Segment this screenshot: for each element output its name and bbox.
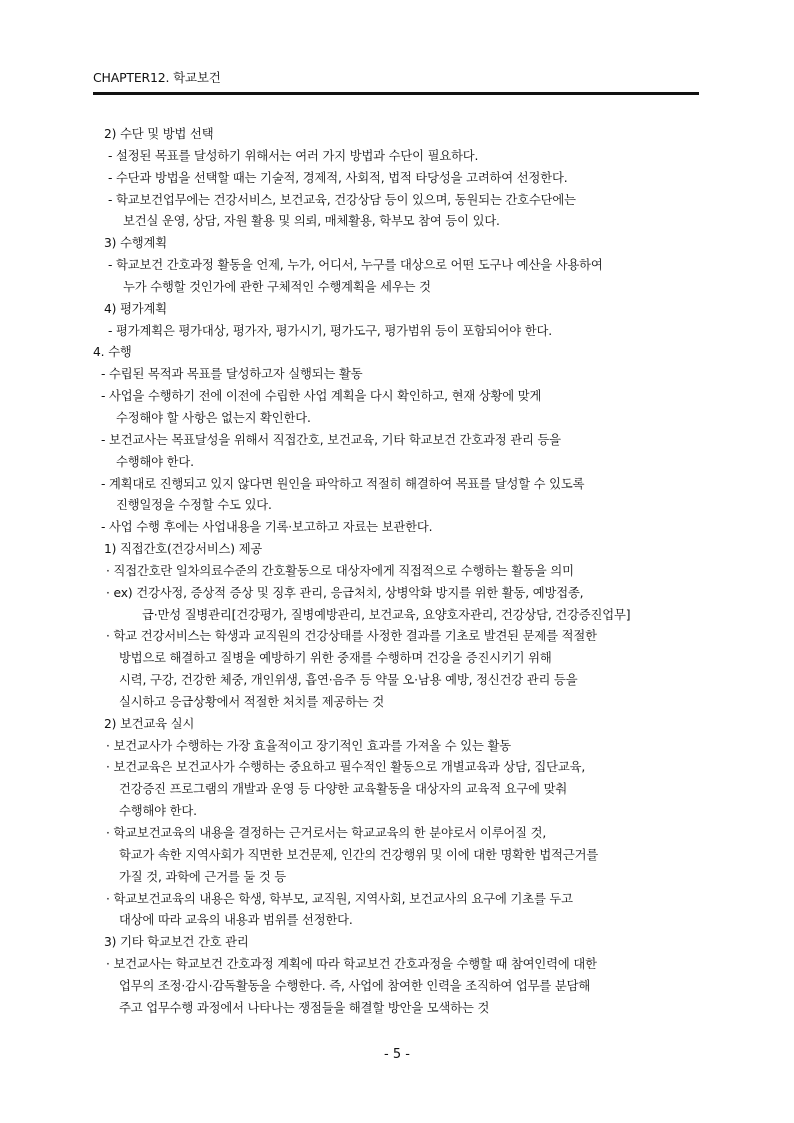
text-line-content: 실시하고 응급상황에서 적절한 처치를 제공하는 것 xyxy=(119,694,385,709)
text-line-content: 진행일정을 수정할 수도 있다. xyxy=(116,498,272,513)
text-line xyxy=(0,954,794,976)
text-line-content: 시력, 구강, 건강한 체중, 개인위생, 흡연·음주 등 약물 오·남용 예방, 정신건강 관리 등을 xyxy=(119,673,578,688)
text-line-content: 건강증진 프로그램의 개발과 운영 등 다양한 교육활동을 대상자의 교육적 요구에 맞춰 xyxy=(119,782,568,797)
text-line-content: - 수립된 목적과 목표를 달성하고자 실행되는 활동 xyxy=(101,367,363,382)
text-line xyxy=(0,801,794,823)
text-line xyxy=(0,605,794,627)
text-line xyxy=(0,211,794,233)
text-line-content: 누가 수행할 것인가에 관한 구체적인 수행계획을 세우는 것 xyxy=(123,279,431,294)
text-line-content: 2) 수단 및 방법 선택 xyxy=(104,127,214,141)
text-line xyxy=(0,539,794,561)
text-line xyxy=(0,561,794,583)
text-line xyxy=(0,255,794,277)
chapter-header: CHAPTER12. 학교보건 xyxy=(93,70,221,85)
text-line xyxy=(0,736,794,758)
text-line-content: 2) 보건교육 실시 xyxy=(104,716,195,731)
text-line xyxy=(0,190,794,212)
text-line-content: · 직접간호란 일차의료수준의 간호활동으로 대상자에게 직접적으로 수행하는 활동을 의미 xyxy=(106,563,574,578)
text-line xyxy=(0,714,794,736)
text-line-content: 수행해야 한다. xyxy=(116,454,194,469)
text-line-content: 수행해야 한다. xyxy=(119,804,197,819)
text-line xyxy=(0,386,794,408)
text-line xyxy=(0,233,794,255)
text-line xyxy=(0,910,794,932)
text-line-content: 4) 평가계획 xyxy=(104,301,167,316)
text-line-content: 1) 직접간호(건강서비스) 제공 xyxy=(104,542,263,557)
text-line-content: - 학교보건 간호과정 활동을 언제, 누가, 어디서, 누구를 대상으로 어떤 도구나 예산을 사용하여 xyxy=(108,258,603,273)
text-line-content: - 설정된 목표를 달성하기 위해서는 여러 가지 방법과 수단이 필요하다. xyxy=(108,148,479,163)
text-line xyxy=(0,932,794,954)
text-line-content: - 수단과 방법을 선택할 때는 기술적, 경제적, 사회적, 법적 타당성을 고려하여 선정한다. xyxy=(108,170,568,185)
text-line xyxy=(0,583,794,605)
text-line-content: - 학교보건업무에는 건강서비스, 보건교육, 건강상담 등이 있으며, 동원되는 간호수단에는 xyxy=(108,192,576,207)
text-line-content: · 보건교육은 보건교사가 수행하는 중요하고 필수적인 활동으로 개별교육과 상담, 집단교육, xyxy=(106,760,586,775)
text-line-content: 보건실 운영, 상담, 자원 활용 및 의뢰, 매체활용, 학부모 참여 등이 있다. xyxy=(123,214,500,229)
text-line-content: 주고 업무수행 과정에서 나타나는 쟁점들을 해결할 방안을 모색하는 것 xyxy=(119,1000,490,1015)
text-line-content: - 평가계획은 평가대상, 평가자, 평가시기, 평가도구, 평가범위 등이 포함되어야 한다. xyxy=(108,323,552,338)
text-line xyxy=(0,146,794,168)
text-line xyxy=(0,517,794,539)
text-line-content: · 학교보건교육의 내용은 학생, 학부모, 교직원, 지역사회, 보건교사의 요구에 기초를 두고 xyxy=(106,891,573,906)
text-line xyxy=(0,867,794,889)
text-line xyxy=(0,430,794,452)
text-line xyxy=(0,889,794,911)
text-line-content: - 계획대로 진행되고 있지 않다면 원인을 파악하고 적절히 해결하여 목표를 달성할 수 있도록 xyxy=(101,476,585,491)
text-line xyxy=(0,626,794,648)
text-line-content: - 사업 수행 후에는 사업내용을 기록·보고하고 자료는 보관한다. xyxy=(101,520,433,535)
text-line xyxy=(0,757,794,779)
text-line xyxy=(0,692,794,714)
text-line-content: 3) 기타 학교보건 간호 관리 xyxy=(104,935,249,950)
text-line xyxy=(0,124,794,146)
text-line xyxy=(0,408,794,430)
text-line xyxy=(0,976,794,998)
text-line-content: - 사업을 수행하기 전에 이전에 수립한 사업 계획을 다시 확인하고, 현재 상황에 맞게 xyxy=(101,389,542,404)
text-line xyxy=(0,342,794,364)
document-body xyxy=(0,124,794,1020)
text-line-content: 업무의 조정·감시·감독활동을 수행한다. 즉, 사업에 참여한 인력을 조직하여 업무를 분담해 xyxy=(119,978,591,993)
text-line-content: 3) 수행계획 xyxy=(104,236,167,251)
text-line-content: 급·만성 질병관리[건강평가, 질병예방관리, 보건교육, 요양호자관리, 건강상담, 건강증진업무] xyxy=(142,607,631,622)
page-number: - 5 - xyxy=(384,1047,410,1062)
text-line xyxy=(0,321,794,343)
text-line-content: · 보건교사가 수행하는 가장 효율적이고 장기적인 효과를 가져올 수 있는 활동 xyxy=(106,738,511,753)
text-line xyxy=(0,670,794,692)
text-line-content: · ex) 건강사정, 증상적 증상 및 징후 관리, 응급처치, 상병악화 방지를 위한 활동, 예방접종, xyxy=(106,585,584,600)
text-line xyxy=(0,845,794,867)
text-line-content: · 학교 건강서비스는 학생과 교직원의 건강상태를 사정한 결과를 기초로 발견된 문제를 적절한 xyxy=(106,629,597,644)
header-divider xyxy=(93,92,699,95)
text-line-content: 방법으로 해결하고 질병을 예방하기 위한 중재를 수행하며 건강을 증진시키기 위해 xyxy=(119,651,552,666)
text-line xyxy=(0,364,794,386)
text-line-content: 가질 것, 과학에 근거를 둘 것 등 xyxy=(119,869,287,884)
text-line-content: · 학교보건교육의 내용을 결정하는 근거로서는 학교교육의 한 분야로서 이루어질 것, xyxy=(106,826,547,840)
text-line xyxy=(0,495,794,517)
text-line-content: 수정해야 할 사항은 없는지 확인한다. xyxy=(116,410,311,425)
text-line-content: 4. 수행 xyxy=(93,345,132,360)
text-line xyxy=(0,474,794,496)
text-line xyxy=(0,277,794,299)
text-line xyxy=(0,168,794,190)
text-line xyxy=(0,998,794,1020)
text-line-content: 학교가 속한 지역사회가 직면한 보건문제, 인간의 건강행위 및 이에 대한 명확한 법적근거를 xyxy=(119,847,599,862)
text-line-content: 대상에 따라 교육의 내용과 범위를 선정한다. xyxy=(119,913,353,928)
text-line xyxy=(0,299,794,321)
text-line-content: - 보건교사는 목표달성을 위해서 직접간호, 보건교육, 기타 학교보건 간호과정 관리 등을 xyxy=(101,432,561,447)
text-line xyxy=(0,779,794,801)
text-line xyxy=(0,452,794,474)
text-line xyxy=(0,823,794,845)
text-line xyxy=(0,648,794,670)
text-line-content: · 보건교사는 학교보건 간호과정 계획에 따라 학교보건 간호과정을 수행할 때 참여인력에 대한 xyxy=(106,957,597,972)
